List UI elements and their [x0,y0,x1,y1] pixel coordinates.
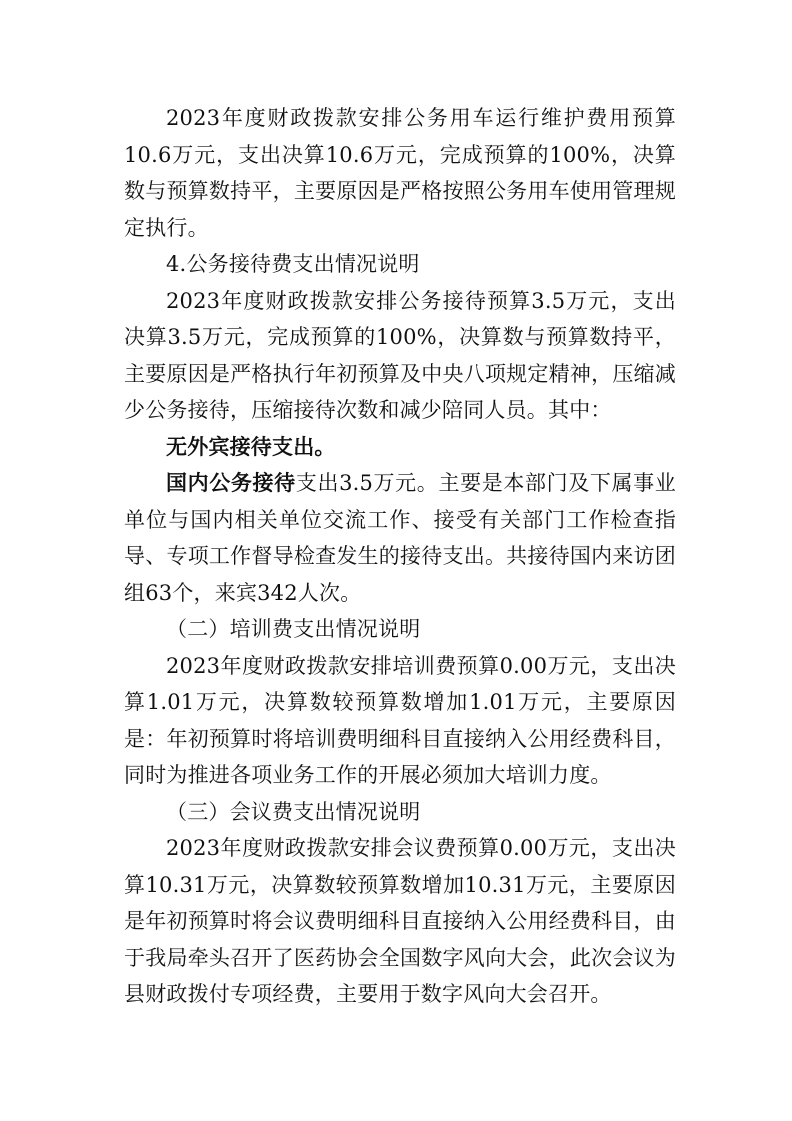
heading-reception-expense: 4.公务接待费支出情况说明 [166,252,420,276]
paragraph-reception-expense: 2023年度财政拨款安排公务接待预算3.5万元，支出决算3.5万元，完成预算的100%，决算数与预算数持平，主要原因是严格执行年初预算及中央八项规定精神，压缩减少公务接待，压缩接待次数和减少陪同人员。其中： [124,288,676,422]
paragraph-training-expense: 2023年度财政拨款安排培训费预算0.00万元，支出决算1.01万元，决算数较预算数增加1.01万元，主要原因是：年初预算时将培训费明细科目直接纳入公用经费科目，同时为推进各项业务工作的开展必须加大培训力度。 [124,653,676,787]
domestic-reception-text: 支出3.5万元。主要是本部门及下属事业单位与国内相关单位交流工作、接受有关部门工作检查指导、专项工作督导检查发生的接待支出。共接待国内来访团组63个，来宾342人次。 [124,471,677,605]
paragraph-meeting-expense: 2023年度财政拨款安排会议费预算0.00万元，支出决算10.31万元，决算数较预算数增加10.31万元，主要原因是年初预算时将会议费明细科目直接纳入公用经费科目，由于我局牵头召开了医药协会全国数字风向大会，此次会议为县财政拨付专项经费，主要用于数字风向大会召开。 [124,836,676,1006]
document-body [124,100,676,1013]
paragraph-domestic-reception [124,465,676,611]
heading-meeting-expense: （三）会议费支出情况说明 [166,799,421,824]
heading-training-expense: （二）培训费支出情况说明 [166,617,421,641]
foreign-reception-statement: 无外宾接待支出。 [166,433,336,459]
domestic-reception-label: 国内公务接待 [166,470,296,495]
paragraph-car-running-cost: 2023年度财政拨款安排公务用车运行维护费用预算10.6万元，支出决算10.6万元，完成预算的100%，决算数与预算数持平，主要原因是严格按照公务用车使用管理规定执行。 [124,106,676,240]
